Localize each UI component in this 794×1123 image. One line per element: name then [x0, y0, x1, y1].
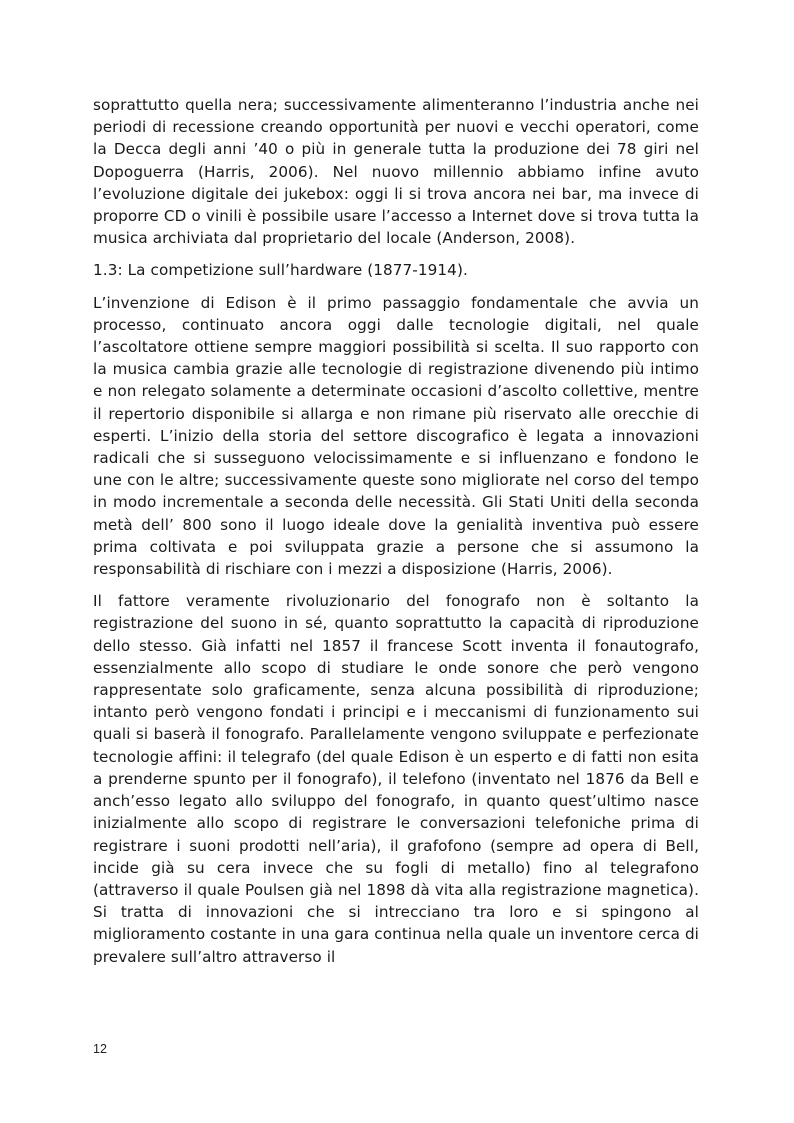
- page-number: 12: [93, 1042, 107, 1056]
- paragraph-fonografo: Il fattore veramente rivoluzionario del fonografo non è soltanto la registrazione del suono in sé, quanto soprattutto la capacità di riproduzione dello stesso. Già infatti nel 1857 il francese Scott inventa il fonautografo, essenzialmente allo scopo di studiare le onde sonore che però vengono rappresentate solo graficamente, senza alcuna possibilità di riproduzione; intanto però vengono fondati i principi e i meccanismi di funzionamento sui quali si baserà il fonografo. Parallelamente vengono sviluppate e perfezionate tecnologie affini: il telegrafo (del quale Edison è un esperto e di fatti non esita a prenderne spunto per il fonografo), il telefono (inventato nel 1876 da Bell e anch’esso legato allo sviluppo del fonografo, in quanto quest’ultimo nasce inizialmente allo scopo di registrare le conversazioni telefoniche prima di registrare i suoni prodotti nell’aria), il grafofono (sempre ad opera di Bell, incide già su cera invece che su fogli di metallo) fino al telegrafono (attraverso il quale Poulsen già nel 1898 dà vita alla registrazione magnetica). Si tratta di innovazioni che si intrecciano tra loro e si spingono al miglioramento costante in una gara continua nella quale un inventore cerca di prevalere sull’altro attraverso il: [93, 592, 699, 966]
- paragraph-edison: L’invenzione di Edison è il primo passaggio fondamentale che avvia un processo, continuato ancora oggi dalle tecnologie digitali, nel quale l’ascoltatore ottiene sempre maggiori possibilità si scelta. Il suo rapporto con la musica cambia grazie alle tecnologie di registrazione divenendo più intimo e non relegato solamente a determinate occasioni d’ascolto collettive, mentre il repertorio disponibile si allarga e non rimane più riservato alle orecchie di esperti. L’inizio della storia del settore discografico è legata a innovazioni radicali che si susseguono velocissimamente e si influenzano e fondono le une con le altre; successivamente queste sono migliorate nel corso del tempo in modo incrementale a seconda delle necessità. Gli Stati Uniti della seconda metà dell’ 800 sono il luogo ideale dove la genialità inventiva può essere prima coltivata e poi sviluppata grazie a persone che si assumono la responsabilità di rischiare con i mezzi a disposizione (Harris, 2006).: [93, 293, 699, 579]
- body-text: [93, 94, 699, 978]
- section-heading: 1.3: La competizione sull’hardware (1877-1914).: [93, 261, 468, 280]
- paragraph-jukebox: soprattutto quella nera; successivamente alimenteranno l’industria anche nei periodi di recessione creando opportunità per nuovi e vecchi operatori, come la Decca degli anni ’40 o più in generale tutta la produzione dei 78 giri nel Dopoguerra (Harris, 2006). Nel nuovo millennio abbiamo infine avuto l’evoluzione digitale dei jukebox: oggi li si trova ancora nei bar, ma invece di proporre CD o vinili è possibile usare l’accesso a Internet dove si trova tutta la musica archiviata dal proprietario del locale (Anderson, 2008).: [93, 96, 699, 248]
